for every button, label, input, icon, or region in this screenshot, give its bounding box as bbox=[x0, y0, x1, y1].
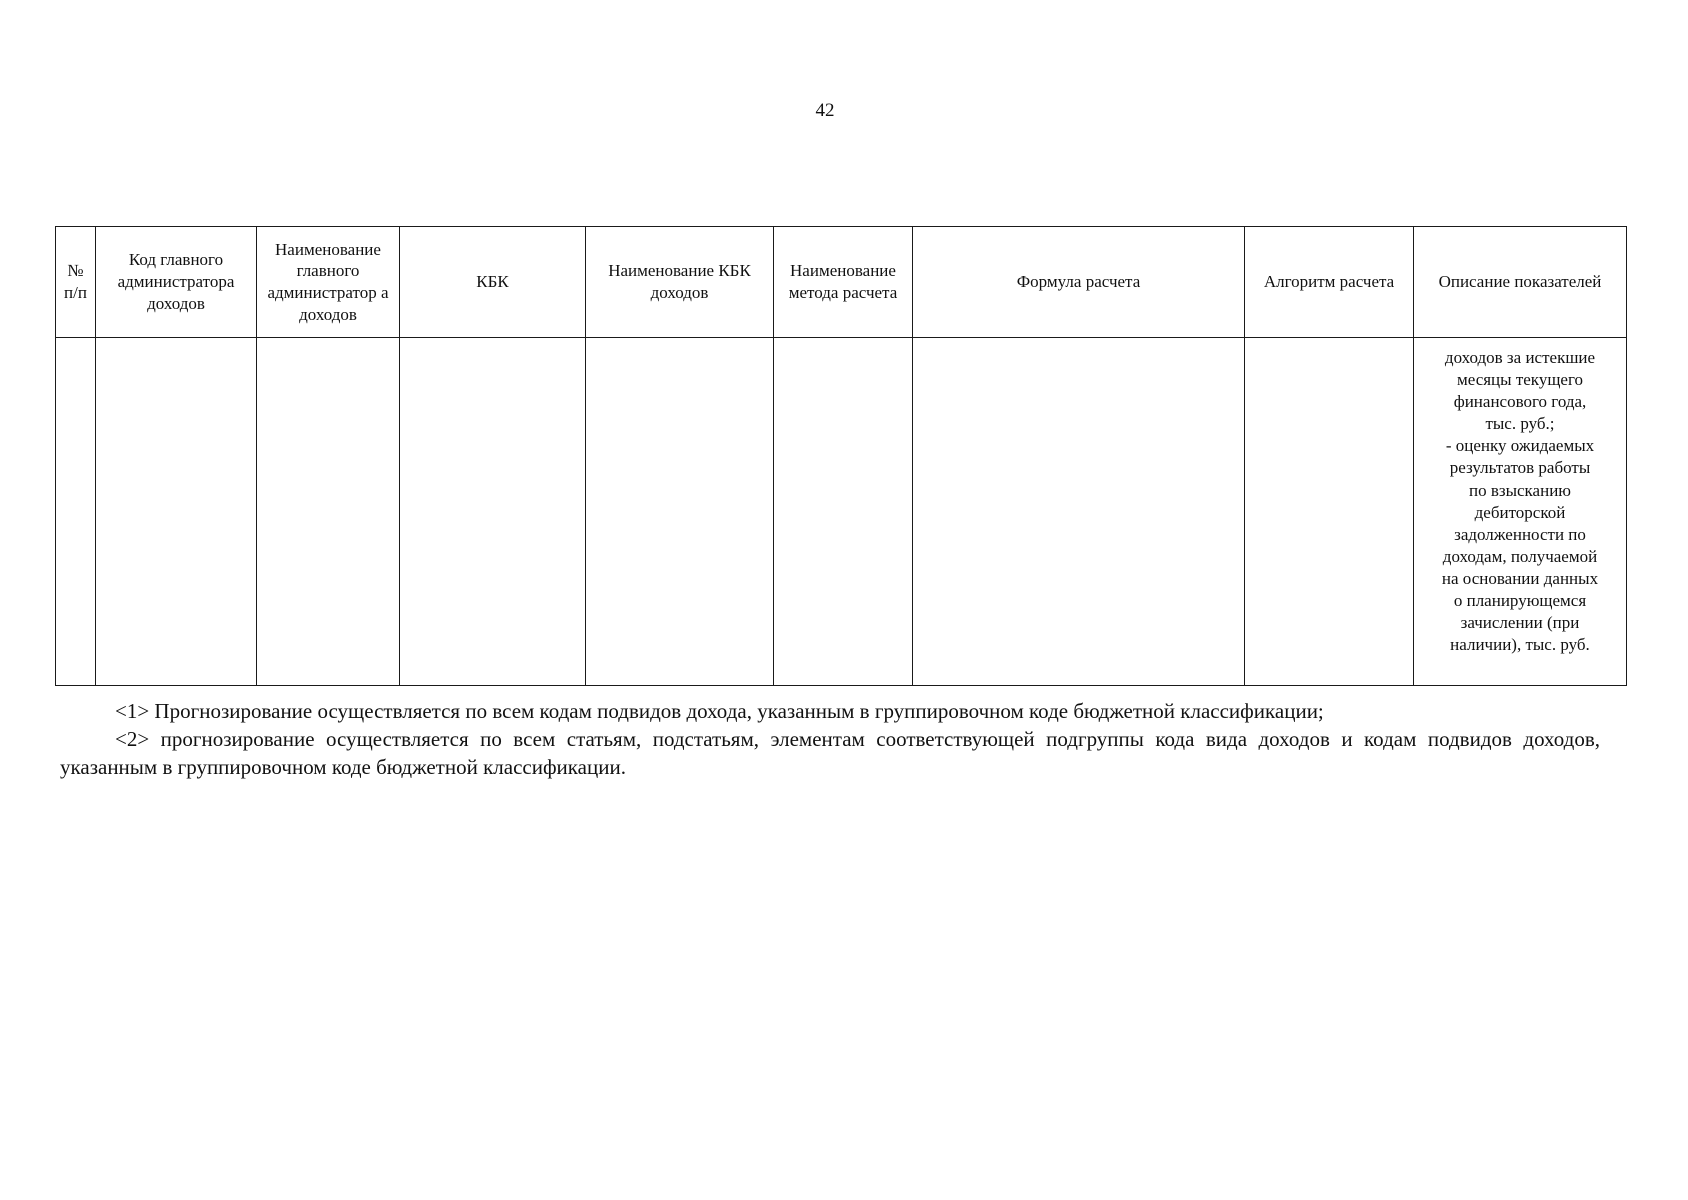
header-description: Описание показателей bbox=[1414, 227, 1627, 338]
cell-formula bbox=[913, 338, 1245, 686]
header-admin-code: Код главного администратора доходов bbox=[96, 227, 257, 338]
cell-description: доходов за истекшие месяцы текущего финансового года, тыс. руб.; - оценку ожидаемых результатов работы по взысканию дебиторской задолженности по доходам, получаемой на основании данных о планирующемся зачислении (при наличии), тыс. руб. bbox=[1414, 338, 1627, 686]
table-row bbox=[56, 338, 1627, 686]
cell-admin-code bbox=[96, 338, 257, 686]
cell-kbk bbox=[400, 338, 586, 686]
header-row-number: № п/п bbox=[56, 227, 96, 338]
header-kbk: КБК bbox=[400, 227, 586, 338]
cell-method-name bbox=[774, 338, 913, 686]
cell-admin-name bbox=[257, 338, 400, 686]
page-number: 42 bbox=[815, 100, 835, 121]
cell-algorithm bbox=[1245, 338, 1414, 686]
header-algorithm: Алгоритм расчета bbox=[1245, 227, 1414, 338]
header-kbk-name: Наименование КБК доходов bbox=[586, 227, 774, 338]
footnote-1: <1> Прогнозирование осуществляется по всем кодам подвидов дохода, указанным в группировочном коде бюджетной классификации; bbox=[115, 699, 1324, 723]
cell-kbk-name bbox=[586, 338, 774, 686]
header-admin-name: Наименование главного администратор а доходов bbox=[257, 227, 400, 338]
forecast-methods-table bbox=[55, 226, 1627, 686]
cell-row-number bbox=[56, 338, 96, 686]
table-header-row bbox=[56, 227, 1627, 338]
header-formula: Формула расчета bbox=[913, 227, 1245, 338]
footnote-2: <2> прогнозирование осуществляется по всем статьям, подстатьям, элементам соответствующей подгруппы кода вида доходов и кодам подвидов доходов, указанным в группировочном коде бюджетной классификации. bbox=[60, 726, 1600, 779]
footnotes bbox=[60, 698, 1600, 782]
header-method-name: Наименование метода расчета bbox=[774, 227, 913, 338]
